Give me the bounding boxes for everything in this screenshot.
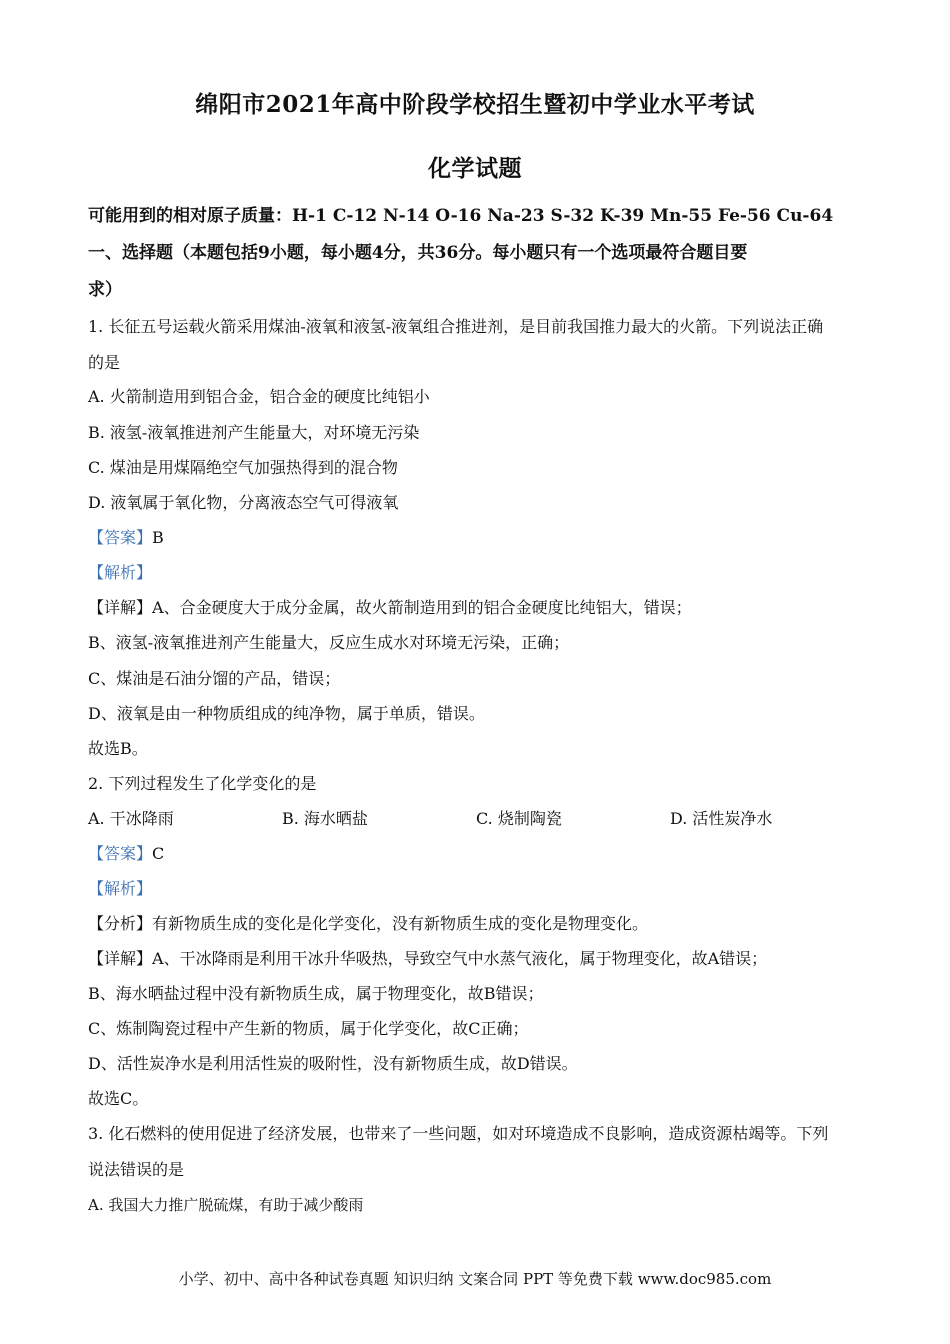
- q1-detail-c: C、煤油是石油分馏的产品，错误；: [88, 669, 341, 688]
- q2-detail-a: [88, 948, 767, 970]
- q2-option-d: D. 活性炭净水: [670, 809, 773, 828]
- q1-option-a: A. 火箭制造用到铝合金，铝合金的硬度比纯铝小: [88, 387, 430, 406]
- q1-answer-value: B: [152, 528, 164, 547]
- q1-stem-line2: 的是: [88, 353, 121, 372]
- page-footer: 小学、初中、高中各种试卷真题 知识归纳 文案合同 PPT 等免费下载 www.doc985.com: [178, 1270, 772, 1288]
- q2-option-b: B. 海水晒盐: [282, 809, 368, 828]
- q3-option-a: A. 我国大力推广脱硫煤，有助于减少酸雨: [88, 1196, 364, 1214]
- section-heading-line1: 一、选择题（本题包括9小题，每小题4分，共36分。每小题只有一个选项最符合题目要: [88, 243, 748, 263]
- q2-detail-a-text: A、干冰降雨是利用干冰升华吸热，导致空气中水蒸气液化，属于物理变化，故A错误；: [152, 949, 768, 968]
- q2-answer: [88, 843, 164, 865]
- detail-tag: 【详解】: [88, 598, 153, 617]
- q2-analysis-text: 有新物质生成的变化是化学变化，没有新物质生成的变化是物理变化。: [152, 914, 649, 933]
- answer-tag: 【答案】: [88, 844, 153, 863]
- q2-stem: 2. 下列过程发生了化学变化的是: [88, 774, 317, 793]
- section-heading-line2: 求）: [88, 280, 122, 300]
- detail-tag: 【详解】: [88, 949, 153, 968]
- q2-option-c: C. 烧制陶瓷: [476, 809, 562, 828]
- analysis-lead-tag: 【分析】: [88, 914, 153, 933]
- q2-detail-c: C、炼制陶瓷过程中产生新的物质，属于化学变化，故C正确；: [88, 1019, 529, 1038]
- q1-detail-b: B、液氢-液氧推进剂产生能量大，反应生成水对环境无污染，正确；: [88, 633, 570, 652]
- q2-detail-b: B、海水晒盐过程中没有新物质生成，属于物理变化，故B错误；: [88, 984, 544, 1003]
- atomic-masses: 可能用到的相对原子质量：H-1 C-12 N-14 O-16 Na-23 S-32 K-39 Mn-55 Fe-56 Cu-64: [88, 206, 834, 226]
- q1-detail-a-text: A、合金硬度大于成分金属，故火箭制造用到的铝合金硬度比纯铝大，错误；: [152, 598, 692, 617]
- q2-analysis: [88, 913, 648, 935]
- q1-answer: [88, 527, 164, 549]
- q1-detail-a: [88, 597, 692, 619]
- q1-option-c: C. 煤油是用煤隔绝空气加强热得到的混合物: [88, 458, 398, 477]
- q3-stem-line1: 3. 化石燃料的使用促进了经济发展，也带来了一些问题，如对环境造成不良影响，造成资源枯竭等。下列: [88, 1124, 829, 1143]
- q2-option-a: A. 干冰降雨: [88, 809, 174, 828]
- exam-subtitle: 化学试题: [428, 155, 522, 182]
- exam-title: 绵阳市2021年高中阶段学校招生暨初中学业水平考试: [195, 91, 755, 118]
- q2-detail-d: D、活性炭净水是利用活性炭的吸附性，没有新物质生成，故D错误。: [88, 1054, 578, 1073]
- q1-detail-d: D、液氧是由一种物质组成的纯净物，属于单质，错误。: [88, 704, 485, 723]
- q3-stem-line2: 说法错误的是: [88, 1160, 185, 1179]
- q1-analysis-tag: 【解析】: [88, 563, 153, 582]
- q2-answer-value: C: [152, 844, 165, 863]
- q2-conclusion: 故选C。: [88, 1089, 149, 1108]
- q1-option-d: D. 液氧属于氧化物，分离液态空气可得液氧: [88, 493, 399, 512]
- answer-tag: 【答案】: [88, 528, 153, 547]
- q2-analysis-tag: 【解析】: [88, 879, 153, 898]
- q1-stem-line1: 1. 长征五号运载火箭采用煤油-液氧和液氢-液氧组合推进剂，是目前我国推力最大的火箭。下列说法正确: [88, 317, 824, 336]
- q1-option-b: B. 液氢-液氧推进剂产生能量大，对环境无污染: [88, 423, 420, 442]
- q1-conclusion: 故选B。: [88, 739, 148, 758]
